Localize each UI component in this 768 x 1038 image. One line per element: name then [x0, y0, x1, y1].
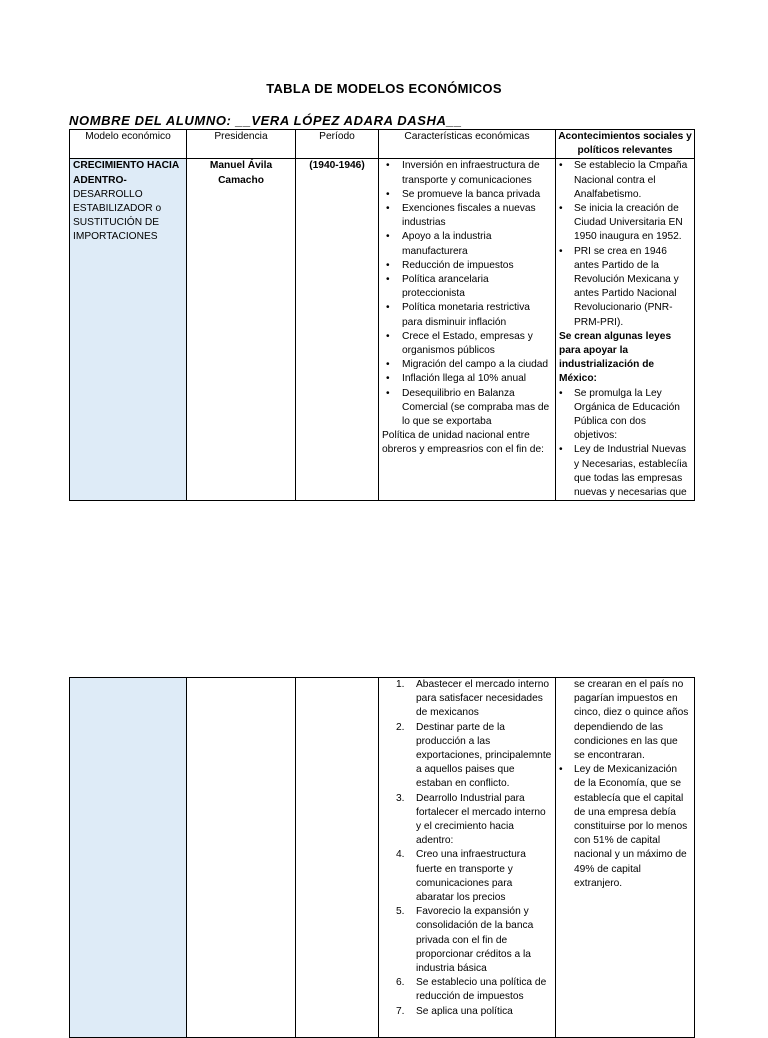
document-title: TABLA DE MODELOS ECONÓMICOS	[266, 81, 502, 96]
list-item: • Reducción de impuestos	[382, 259, 552, 273]
list-item: • Se establecio la Cmpaña Nacional contra el Analfabetismo.	[559, 159, 691, 202]
list-item: • Crece el Estado, empresas y organismos públicos	[382, 330, 552, 358]
list-item	[382, 848, 552, 905]
characteristics-cell	[379, 678, 556, 1038]
table-row	[70, 678, 695, 1038]
list-item	[382, 678, 552, 721]
list-item	[382, 721, 552, 792]
goals-list	[382, 678, 552, 1019]
list-item	[382, 905, 552, 976]
events-cell	[556, 678, 695, 1038]
list-item: • Ley de Industrial Nuevas y Necesarias, establecíia que todas las empresas nuevas y necesarias que	[559, 443, 691, 500]
item-number: 5.	[396, 906, 405, 918]
unity-policy-text: Política de unidad nacional entre obreros y empreasrios con el fin de:	[382, 430, 544, 456]
events-cell	[556, 159, 695, 501]
laws-heading: Se crean algunas leyes para apoyar la industrialización de México:	[559, 330, 672, 385]
continued-law-text: se crearan en el país no pagarían impuestos en cinco, diez o quince años dependiendo de las condiciones en las que se encontraran.	[574, 679, 689, 762]
model-title: CRECIMIENTO HACIA ADENTRO-	[73, 160, 179, 186]
list-item: • Política monetaria restrictiva para disminuir inflación	[382, 301, 552, 329]
item-number: 4.	[396, 849, 405, 861]
list-item: • Migración del campo a la ciudad	[382, 358, 552, 372]
president-cell	[187, 678, 296, 1038]
laws-list	[559, 387, 691, 501]
item-text: Abastecer el mercado interno para satisfacer necesidades de mexicanos	[416, 679, 550, 719]
economic-models-table-continued	[69, 677, 695, 1038]
table-header-row	[70, 130, 695, 159]
item-text: Dearrollo Industrial para fortalecer el mercado interno y el crecimiento hacia adentro:	[416, 792, 546, 847]
item-text: Se establecio una política de reducción de impuestos	[416, 977, 547, 1003]
header-period: Período	[296, 130, 379, 159]
list-item: • Inflación llega al 10% anual	[382, 372, 552, 386]
period-cell	[296, 678, 379, 1038]
list-item: • Desequilibrio en Balanza Comercial (se compraba mas de lo que se exportaba	[382, 387, 552, 430]
economic-models-table	[69, 129, 695, 501]
list-item: • Apoyo a la industria manufacturera	[382, 230, 552, 258]
period-cell: (1940-1946)	[296, 159, 379, 501]
header-model: Modelo económico	[70, 130, 187, 159]
list-item	[382, 792, 552, 849]
model-cell	[70, 678, 187, 1038]
events-list	[559, 159, 691, 329]
list-item: • Se inicia la creación de Ciudad Universitaria EN 1950 inaugura en 1952.	[559, 202, 691, 245]
item-number: 3.	[396, 792, 405, 804]
list-item: • Ley de Mexicanización de la Economía, que se establecía que el capital de una empresa debía constituirse por lo menos con 51% de capital nacional y un máximo de 49% de capital extranjero.	[559, 763, 691, 891]
student-name-line: NOMBRE DEL ALUMNO: __VERA LÓPEZ ADARA DASHA__	[69, 113, 463, 128]
list-item: • Se promulga la Ley Orgánica de Educación Pública con dos objetivos:	[559, 387, 691, 444]
list-item: • Inversión en infraestructura de transporte y comunicaciones	[382, 159, 552, 187]
header-characteristics: Características económicas	[379, 130, 556, 159]
characteristics-cell	[379, 159, 556, 501]
model-description: DESARROLLO ESTABILIZADOR o SUSTITUCIÓN DE IMPORTACIONES	[73, 188, 162, 243]
item-text: Creo una infraestructura fuerte en transporte y comunicaciones para abaratar los precios	[416, 849, 526, 904]
president-cell: Manuel Ávila Camacho	[187, 159, 296, 501]
goals-clip	[382, 678, 552, 1025]
list-item: • Política arancelaria proteccionista	[382, 273, 552, 301]
item-text: Destinar parte de la producción a las exportaciones, principalemnte a aquellos paises que estaban en conflicto.	[416, 721, 552, 790]
item-number: 2.	[396, 721, 405, 733]
model-cell	[70, 159, 187, 501]
item-number: 6.	[396, 977, 405, 989]
laws-list-continued	[559, 763, 691, 891]
header-events: Acontecimientos sociales y políticos relevantes	[556, 130, 695, 159]
table-row	[70, 159, 695, 501]
item-number: 7.	[396, 1005, 405, 1017]
list-item	[382, 1005, 552, 1019]
list-item: • PRI se crea en 1946 antes Partido de la Revolución Mexicana y antes Partido Nacional Revolucionario (PNR-PRM-PRI).	[559, 245, 691, 330]
list-item	[382, 976, 552, 1004]
item-text: Se aplica una política	[416, 1005, 513, 1017]
list-item: • Exenciones fiscales a nuevas industrias	[382, 202, 552, 230]
header-presidency: Presidencia	[187, 130, 296, 159]
item-number: 1.	[396, 679, 405, 690]
item-text: Favorecio la expansión y consolidación de la banca privada con el fin de proporcionar créditos a la industria básica	[416, 906, 534, 975]
characteristics-list	[382, 159, 552, 429]
list-item: • Se promueve la banca privada	[382, 188, 552, 202]
